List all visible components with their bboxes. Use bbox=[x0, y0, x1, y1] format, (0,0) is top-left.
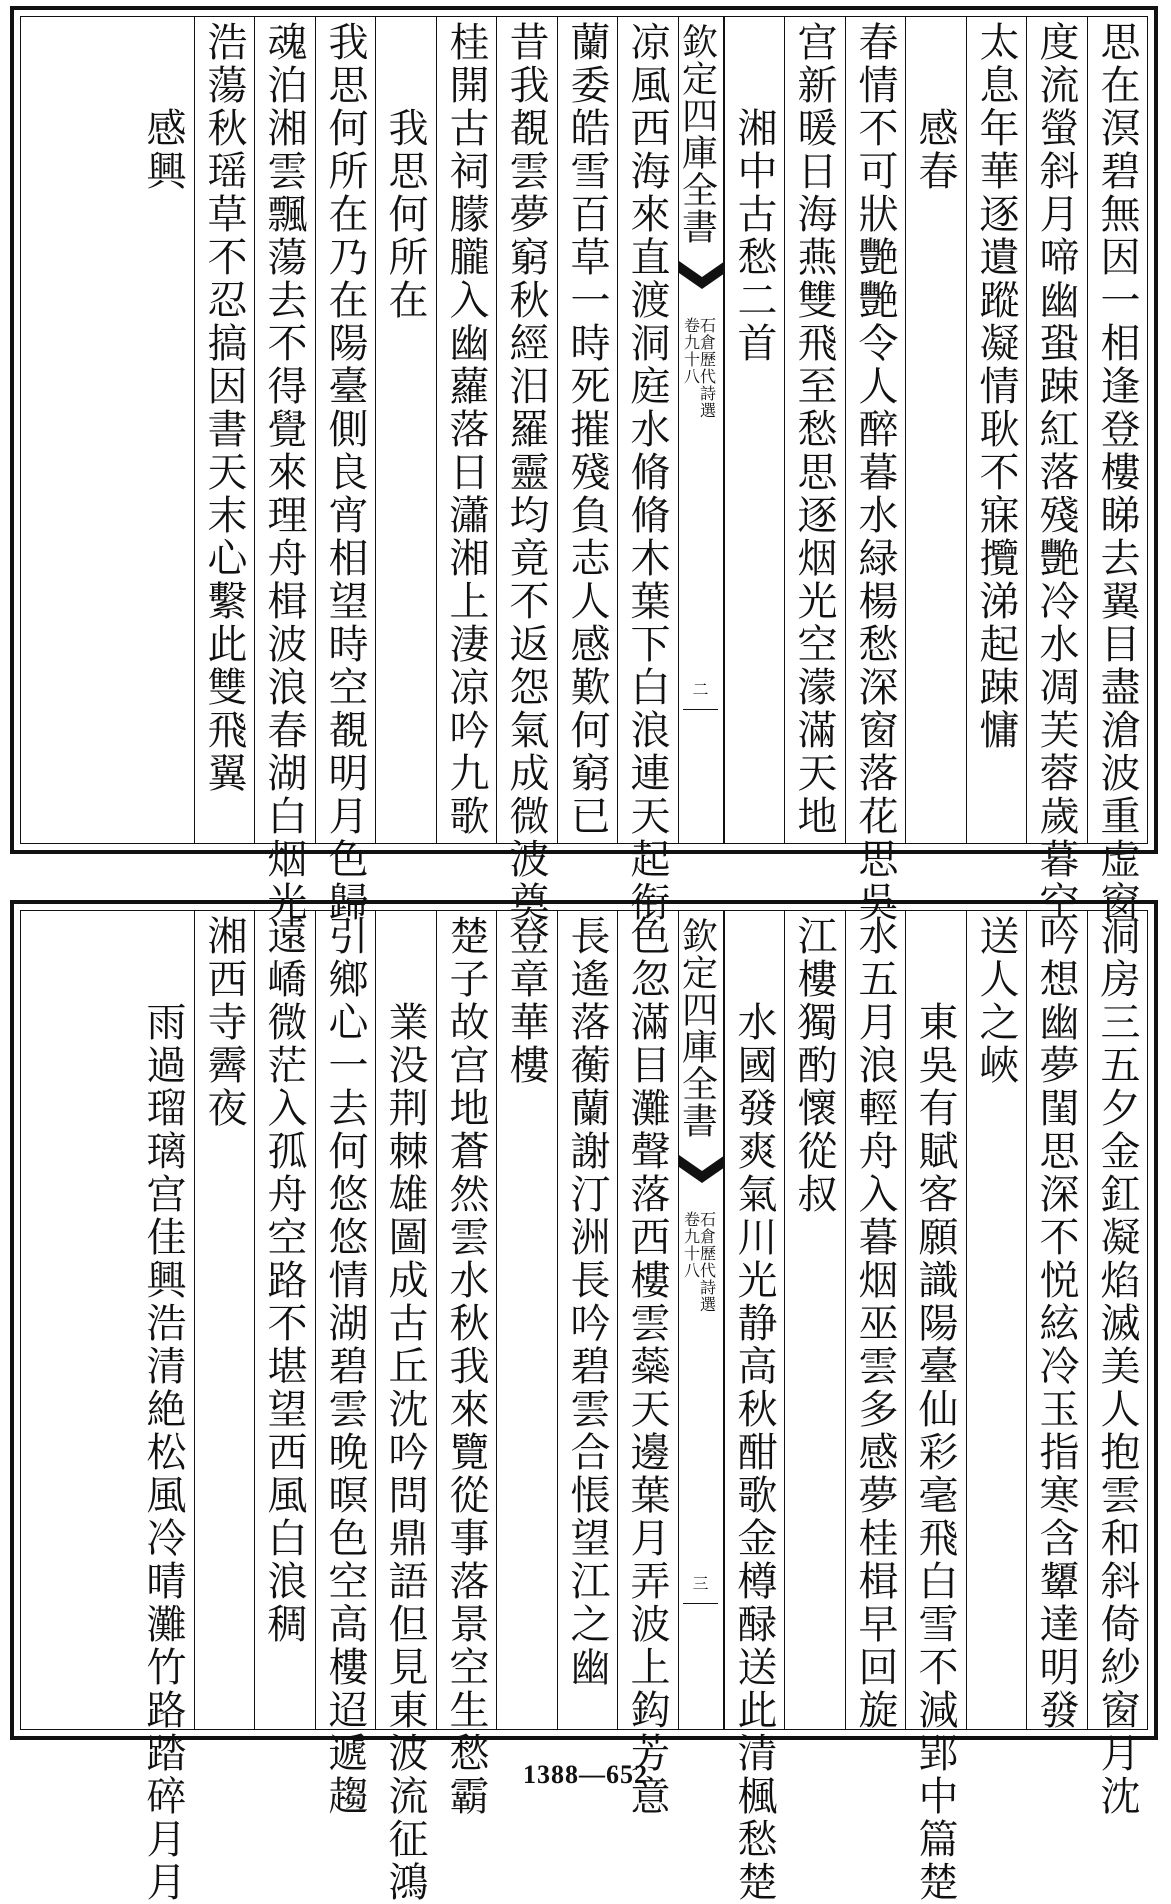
poem-title-column bbox=[375, 911, 436, 1904]
verse-line: 楚子故宫地蒼然雲水秋我來覽從事落景空生愁霸 bbox=[443, 915, 489, 1818]
text-column bbox=[966, 17, 1027, 843]
fishtail-mark bbox=[679, 259, 725, 299]
leaf-number: 二 bbox=[692, 680, 709, 699]
poem-title: 東吳有賦客願識陽臺仙彩毫飛白雪不減郢中篇楚 bbox=[912, 1001, 958, 1904]
text-column bbox=[617, 17, 678, 924]
verse-line: 度流螢斜月啼幽蛩踈紅落殘艷冷水凋芙蓉歲暮空 bbox=[1033, 21, 1079, 924]
poem-title-column bbox=[375, 17, 436, 843]
poem-title-column bbox=[724, 17, 785, 843]
text-column bbox=[557, 17, 618, 843]
text-column bbox=[315, 17, 376, 924]
text-column bbox=[784, 911, 845, 1729]
poem-title-column bbox=[905, 911, 966, 1904]
verse-line: 桂開古祠朦朧入幽蘿落日瀟湘上淒凉吟九歌 bbox=[443, 21, 489, 838]
text-column bbox=[845, 17, 906, 924]
page-number-footer: 1388—652 bbox=[523, 1760, 648, 1789]
verse-line: 遠嶠微茫入孤舟空路不堪望西風白浪稠 bbox=[261, 915, 307, 1646]
text-column bbox=[194, 911, 255, 1729]
text-column bbox=[617, 911, 678, 1818]
poem-title: 我思何所在 bbox=[382, 107, 428, 322]
poem-title-column bbox=[133, 911, 194, 1904]
verse-line: 浩蕩秋瑶草不忍搞因書天末心繫此雙飛翼 bbox=[201, 21, 247, 795]
verse-line: 水五月浪輕舟入暮烟巫雲多感夢桂楫早回旋 bbox=[852, 915, 898, 1732]
text-column bbox=[557, 911, 618, 1729]
text-column bbox=[436, 17, 497, 843]
poem-title: 雨過瑠璃宫佳興浩清絶松風冷晴灘竹路踏碎月月 bbox=[140, 1001, 186, 1904]
verse-line: 洞房三五夕金釭凝焰滅美人抱雲和斜倚紗窗月沈 bbox=[1094, 915, 1140, 1818]
text-column bbox=[194, 17, 255, 843]
verse-line: 登章華樓 bbox=[503, 915, 549, 1087]
fold-rule bbox=[683, 1603, 718, 1604]
poem-title: 感春 bbox=[912, 107, 958, 193]
poem-title: 湘中古愁二首 bbox=[731, 107, 777, 365]
verse-line: 長遙落蘅蘭謝汀洲長吟碧雲合悵望江之幽 bbox=[564, 915, 610, 1689]
volume-number: 卷九十八 bbox=[681, 317, 701, 385]
verse-line: 宫新暖日海燕雙飛至愁思逐烟光空濛滿天地 bbox=[791, 21, 837, 838]
book-title: 石倉歷代詩選 bbox=[697, 317, 717, 419]
verse-line: 魂泊湘雲飄蕩去不得覺來理舟楫波浪春湖白烟光 bbox=[261, 21, 307, 924]
verse-line: 我思何所在乃在陽臺側良宵相望時空覩明月色歸 bbox=[322, 21, 368, 924]
collection-title: 欽定四庫全書 bbox=[676, 23, 718, 245]
leaf-number: 三 bbox=[692, 1574, 709, 1593]
verse-line: 蘭委皓雪百草一時死摧殘負志人感歎何窮已 bbox=[564, 21, 610, 838]
poem-title-column bbox=[133, 17, 194, 843]
volume-number: 卷九十八 bbox=[681, 1211, 701, 1279]
fold-rule bbox=[683, 709, 718, 710]
text-column bbox=[496, 17, 557, 924]
text-column bbox=[436, 911, 497, 1818]
verse-line: 太息年華逐遺蹤凝情耿不寐攬涕起踈慵 bbox=[973, 21, 1019, 752]
text-column bbox=[1087, 17, 1148, 924]
text-column bbox=[254, 911, 315, 1729]
verse-line: 昔我覩雲夢窮秋經汨羅靈均竟不返怨氣成微波奠 bbox=[503, 21, 549, 924]
text-column bbox=[1026, 911, 1087, 1732]
text-column bbox=[784, 17, 845, 843]
verse-line: 色忽滿目灘聲落西樓雲蘂天邊葉月弄波上鈎芳意 bbox=[624, 915, 670, 1818]
verse-line: 江樓獨酌懷從叔 bbox=[791, 915, 837, 1216]
verse-line: 送人之峽 bbox=[973, 915, 1019, 1087]
text-column bbox=[1087, 911, 1148, 1818]
center-fold-strip bbox=[678, 17, 724, 843]
verse-line: 春情不可狀艷艷令人醉暮水緑楊愁深窗落花思吳 bbox=[852, 21, 898, 924]
text-column bbox=[315, 911, 376, 1818]
text-column bbox=[845, 911, 906, 1732]
verse-line: 湘西寺霽夜 bbox=[201, 915, 247, 1130]
book-title: 石倉歷代詩選 bbox=[697, 1211, 717, 1313]
verse-line: 引鄉心一去何悠悠情湖碧雲晚暝色空高樓迢遞趨 bbox=[322, 915, 368, 1818]
page-panel-upper bbox=[10, 6, 1158, 924]
verse-line: 吟想幽夢閨思深不悦絃冷玉指寒含顰達明發 bbox=[1033, 915, 1079, 1732]
text-column bbox=[254, 17, 315, 924]
fishtail-mark bbox=[679, 1153, 725, 1193]
collection-title: 欽定四庫全書 bbox=[676, 917, 718, 1139]
poem-title: 水國發爽氣川光静高秋酣歌金樽醁送此清楓愁楚 bbox=[731, 1001, 777, 1904]
text-frame-upper bbox=[20, 16, 1148, 924]
verse-line: 凉風西海來直渡洞庭水脩脩木葉下白浪連天起衔 bbox=[624, 21, 670, 924]
text-column bbox=[1026, 17, 1087, 924]
poem-title: 感興 bbox=[140, 107, 186, 193]
text-column bbox=[496, 911, 557, 1729]
center-fold-strip bbox=[678, 911, 724, 1729]
poem-title: 業没荆棘雄圖成古丘沈吟問鼎語但見東波流征鴻 bbox=[382, 1001, 428, 1904]
verse-line: 思在溟碧無因一相逢登樓睇去翼目盡滄波重虚窗 bbox=[1094, 21, 1140, 924]
text-column bbox=[966, 911, 1027, 1729]
poem-title-column bbox=[724, 911, 785, 1904]
poem-title-column bbox=[905, 17, 966, 843]
